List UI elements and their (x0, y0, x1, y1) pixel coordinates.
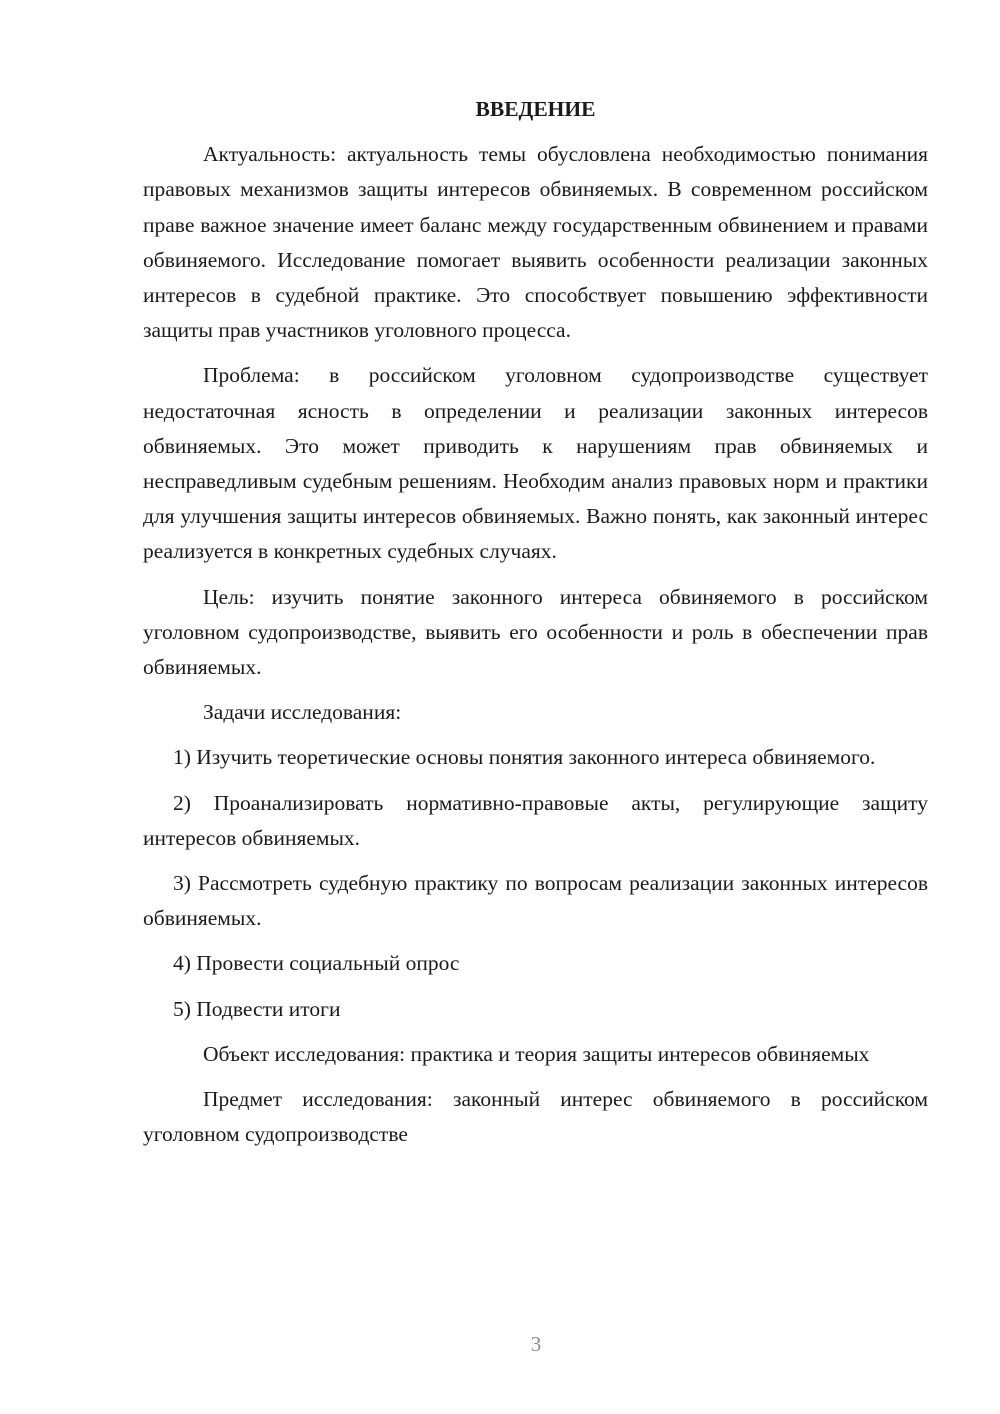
task-item-3: 3) Рассмотреть судебную практику по вопросам реализации законных интересов обвиняемых. (143, 871, 928, 931)
paragraph-tasks-heading: Задачи исследования: (203, 700, 402, 725)
task-item-1: 1) Изучить теоретические основы понятия законного интереса обвиняемого. (173, 745, 876, 770)
task-item-4: 4) Провести социальный опрос (173, 951, 460, 976)
paragraph-goal: Цель: изучить понятие законного интереса обвиняемого в российском уголовном судопроизводстве, выявить его особенности и роль в обеспечении прав обвиняемых. (143, 584, 928, 680)
paragraph-relevance: Актуальность: актуальность темы обусловлена необходимостью понимания правовых механизмов защиты интересов обвиняемых. В современном российском праве важное значение имеет баланс между государственным обвинением и правами обвиняемого. Исследование помогает выявить особенности реализации законных интересов в судебной практике. Это способствует повышению эффективности защиты прав участников уголовного процесса. (143, 142, 928, 343)
document-page (143, 92, 928, 1162)
task-item-5: 5) Подвести итоги (173, 996, 341, 1021)
paragraph-object: Объект исследования: практика и теория защиты интересов обвиняемых (203, 1041, 870, 1066)
section-title: ВВЕДЕНИЕ (475, 97, 596, 121)
page-number: 3 (530, 1332, 542, 1356)
task-item-2: 2) Проанализировать нормативно-правовые акты, регулирующие защиту интересов обвиняемых. (143, 790, 928, 850)
paragraph-subject: Предмет исследования: законный интерес обвиняемого в российском уголовном судопроизводстве (143, 1087, 928, 1147)
paragraph-problem: Проблема: в российском уголовном судопроизводстве существует недостаточная ясность в определении и реализации законных интересов обвиняемых. Это может приводить к нарушениям прав обвиняемых и несправедливым судебным решениям. Необходим анализ правовых норм и практики для улучшения защиты интересов обвиняемых. Важно понять, как законный интерес реализуется в конкретных судебных случаях. (143, 363, 928, 564)
